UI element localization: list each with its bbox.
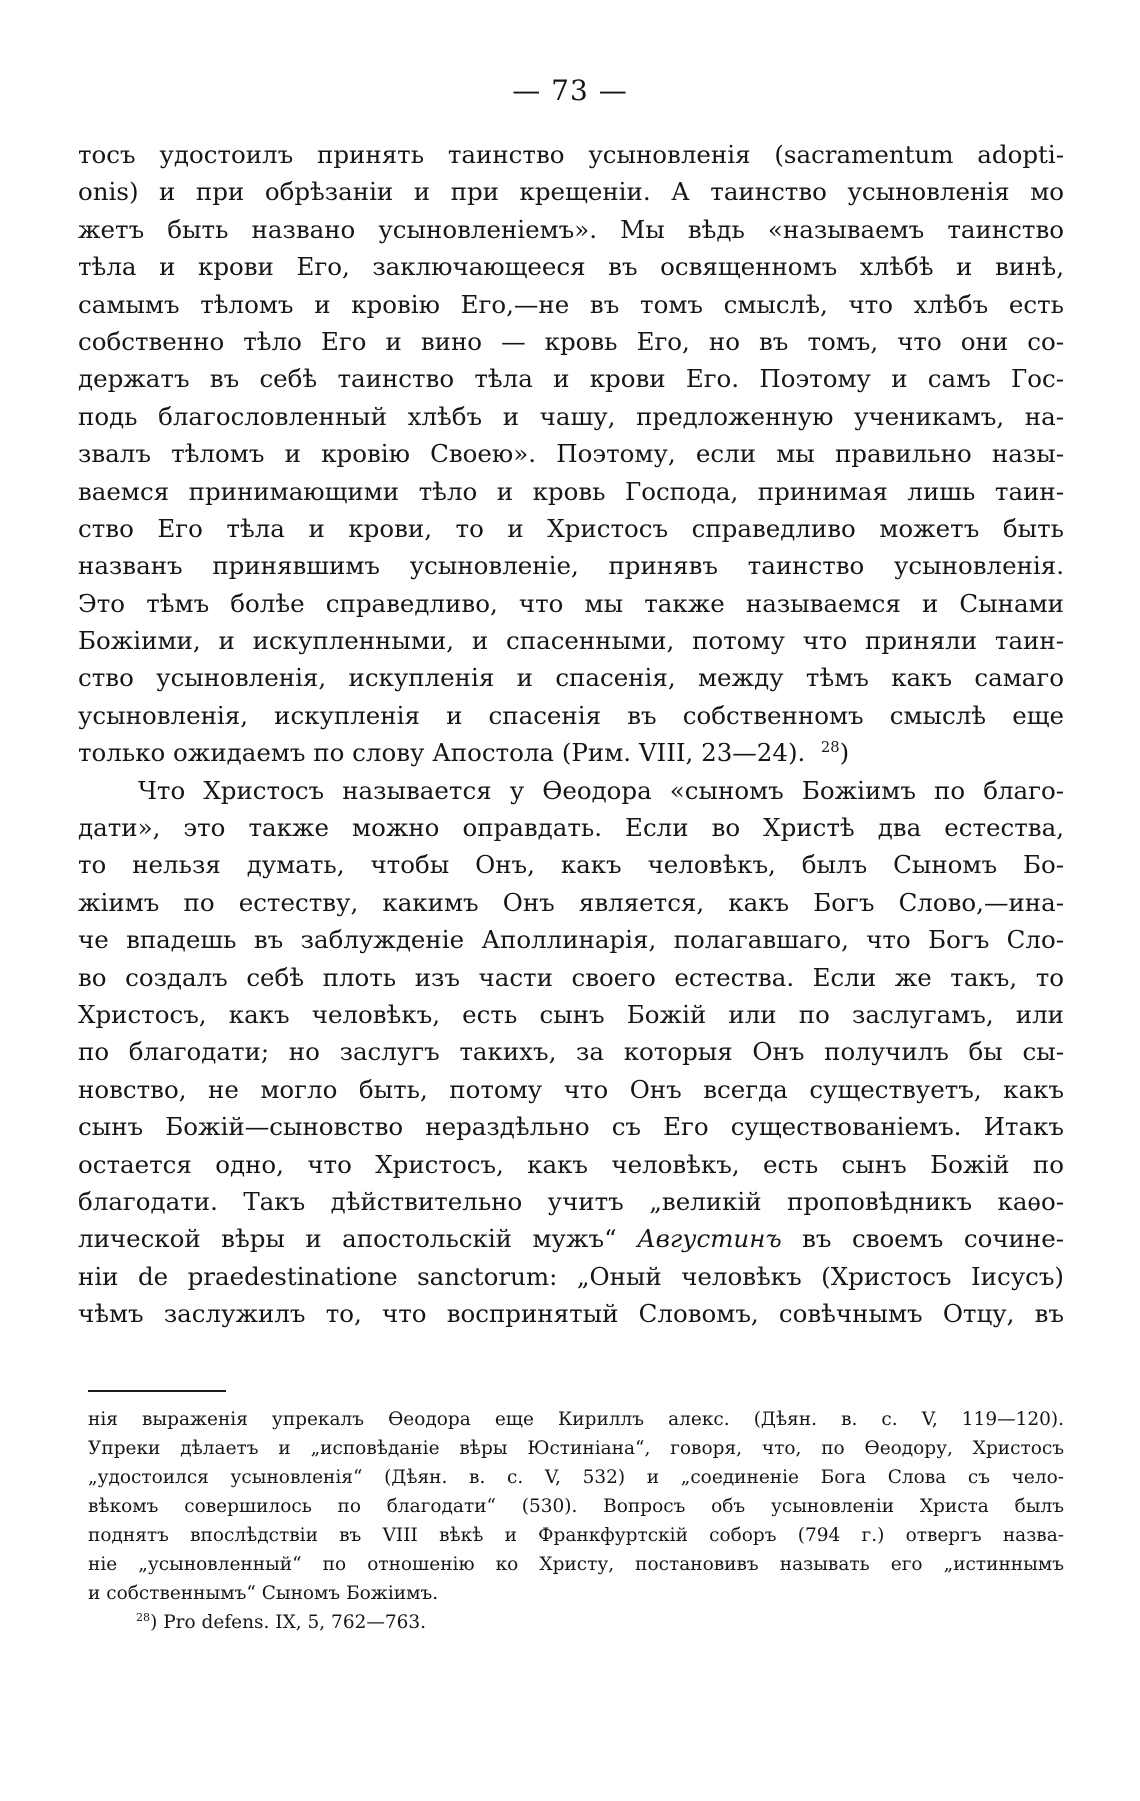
text-line-with-name: [78, 1220, 1064, 1257]
footnote-line: нія выраженія упрекалъ Ѳеодора еще Кириллъ алекс. (Дѣян. в. с. V, 119—120).: [88, 1409, 1064, 1430]
augustine-name: Августинъ: [637, 1224, 782, 1254]
footnotes: [88, 1405, 1064, 1637]
text-line: жіимъ по естеству, какимъ Онъ является, какъ Богъ Слово,—ина-: [78, 887, 1064, 917]
page-number: — 73 —: [512, 74, 628, 107]
text-line: onis) и при обрѣзаніи и при крещеніи. А таинство усыновленія мо: [78, 177, 1064, 207]
footnote-line: вѣкомъ совершилось по благодати“ (530). Вопросъ объ усыновленіи Христа былъ: [88, 1496, 1064, 1517]
text-line: звалъ тѣломъ и кровію Своею». Поэтому, если мы правильно назы-: [78, 439, 1064, 469]
text-line: дати», это также можно оправдать. Если во Христѣ два естества,: [78, 813, 1064, 843]
text-line: чѣмъ заслужилъ то, что воспринятый Словомъ, совѣчнымъ Отцу, въ: [78, 1299, 1064, 1329]
text-line: держатъ въ себѣ таинство тѣла и крови Его. Поэтому и самъ Гос-: [78, 364, 1064, 394]
text-line: самымъ тѣломъ и кровію Его,—не въ томъ смыслѣ, что хлѣбъ есть: [78, 289, 1064, 319]
text-line: ство Его тѣла и крови, то и Христосъ справедливо можетъ быть: [78, 513, 1064, 543]
text-line: сынъ Божій—сыновство нераздѣльно съ Его существованіемъ. Итакъ: [78, 1112, 1064, 1142]
text-line: по благодати; но заслугъ такихъ, за которыя Онъ получилъ бы сы-: [78, 1037, 1064, 1067]
footnote-line: и собственнымъ“ Сыномъ Божіимъ.: [88, 1583, 439, 1604]
footnote-divider: [88, 1390, 226, 1392]
text-line: подь благословленный хлѣбъ и чашу, предложенную ученикамъ, на-: [78, 401, 1064, 431]
text-line: Христосъ, какъ человѣкъ, есть сынъ Божій или по заслугамъ, или: [78, 999, 1064, 1029]
footnote-28-text: ) Pro defens. IX, 5, 762—763.: [150, 1612, 427, 1633]
text-line: усыновленія, искупленія и спасенія въ собственномъ смыслѣ еще: [78, 700, 1064, 730]
text-line-content: въ своемъ сочине-: [802, 1224, 1064, 1254]
footnote-line: ніе „усыновленный“ по отношенію ко Христу, постановивъ называть его „истиннымъ: [88, 1554, 1064, 1575]
text-line: собственно тѣло Его и вино — кровь Его, но въ томъ, что они со-: [78, 326, 1064, 356]
text-line: новство, не могло быть, потому что Онъ всегда существуетъ, какъ: [78, 1074, 1064, 1104]
footnote-line: „удостоился усыновленія“ (Дѣян. в. с. V, 532) и „соединеніе Бога Слова съ чело-: [88, 1467, 1064, 1488]
text-line: названъ принявшимъ усыновленіе, принявъ таинство усыновленія.: [78, 551, 1064, 581]
text-line-content: лической вѣры и апостольскій мужъ“: [78, 1224, 617, 1254]
footnote-ref-28: 28: [820, 739, 840, 757]
text-line: ваемся принимающими тѣло и кровь Господа, принимая лишь таин-: [78, 476, 1064, 506]
footnote-line: Упреки дѣлаетъ и „исповѣданіе вѣры Юстиніана“, говоря, что, по Ѳеодору, Христосъ: [88, 1438, 1064, 1459]
footnote-28-number: 28: [136, 1610, 151, 1624]
text-line: Это тѣмъ болѣе справедливо, что мы также называемся и Сынами: [78, 588, 1064, 618]
text-line: тѣла и крови Его, заключающееся въ освященномъ хлѣбѣ и винѣ,: [78, 252, 1064, 282]
paragraph-start-line: Что Христосъ называется у Ѳеодора «сыномъ Божіимъ по благо-: [138, 775, 1064, 805]
text-line: то нельзя думать, чтобы Онъ, какъ человѣкъ, былъ Сыномъ Бо-: [78, 850, 1064, 880]
text-line: че впадешь въ заблужденіе Аполлинарія, полагавшаго, что Богъ Сло-: [78, 925, 1064, 955]
text-line: во создалъ себѣ плоть изъ части своего естества. Если же такъ, то: [78, 962, 1064, 992]
text-line: тосъ удостоилъ принять таинство усыновленія (sacramentum adopti-: [78, 140, 1064, 169]
text-line: ство усыновленія, искупленія и спасенія, между тѣмъ какъ самаго: [78, 663, 1064, 693]
text-line: остается одно, что Христосъ, какъ человѣкъ, есть сынъ Божій по: [78, 1149, 1064, 1179]
footnote-28: [88, 1608, 1064, 1637]
text-line-content: только ожидаемъ по слову Апостола (Рим. VIII, 23—24).: [78, 738, 806, 768]
text-line: Божіими, и искупленными, и спасенными, потому что приняли таин-: [78, 626, 1064, 656]
main-text: [78, 136, 1064, 1333]
text-line: благодати. Такъ дѣйствительно учитъ „великій проповѣдникъ каѳо-: [78, 1186, 1064, 1216]
paragraph-end-line: только ожидаемъ по слову Апостола (Рим. VIII, 23—24). $^{28}$): [78, 738, 850, 768]
text-line: ніи de praedestinatione sanctorum: „Оный человѣкъ (Христосъ Іисусъ): [78, 1261, 1064, 1291]
text-line: жетъ быть названо усыновленіемъ». Мы вѣдь «называемъ таинство: [78, 214, 1064, 244]
footnote-line: поднятъ впослѣдствіи въ VIII вѣкѣ и Франкфуртскій соборъ (794 г.) отвергъ назва-: [88, 1525, 1064, 1546]
